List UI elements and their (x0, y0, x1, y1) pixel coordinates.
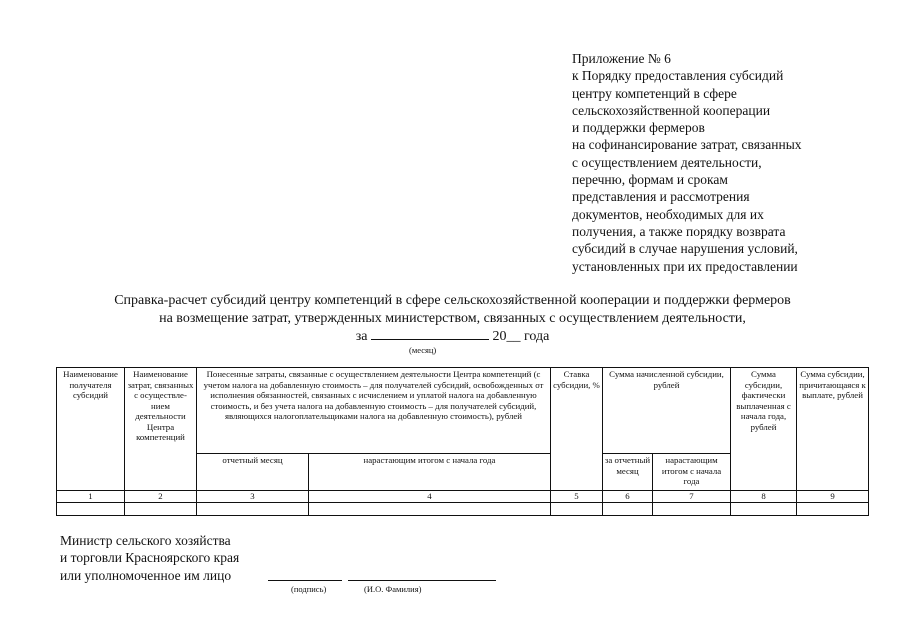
appendix-line: установленных при их предоставлении (572, 258, 798, 274)
table-cell (197, 502, 309, 515)
appendix-line: Приложение № 6 (572, 51, 671, 66)
signature-caption: (подпись) (291, 584, 327, 594)
table-cell (551, 502, 603, 515)
period-prefix: за (355, 329, 368, 344)
name-caption: (И.О. Фамилия) (364, 584, 422, 594)
signature-line (268, 580, 342, 581)
header-cost-name: Наименование затрат, связанных с осуществле-нием деятельности Центра компетенций (125, 368, 197, 491)
month-blank (371, 327, 489, 340)
appendix-line: к Порядку предоставления субсидий (572, 68, 784, 84)
column-number: 2 (125, 491, 197, 503)
appendix-block (572, 50, 892, 275)
signer-line: или уполномоченное им лицо (60, 567, 232, 583)
table-cell (797, 502, 869, 515)
table-cell (125, 502, 197, 515)
column-number: 7 (653, 491, 731, 503)
column-number: 3 (197, 491, 309, 503)
appendix-line: и поддержки фермеров (572, 120, 705, 136)
header-subsidy-rate: Ставка субсидии, % (551, 368, 603, 491)
header-costs-incurred: Понесенные затраты, связанные с осуществлением деятельности Центра компетенций (с учетом налога на добавленную стоимость – для получателей субсидий, освобожденных от исполнения обязанностей, связанных с исчислением и уплатой налога на добавленную стоимость, и без учета налога на добавленную стоимость – для получателей субсидий, являющихся налогоплательщиками налога на добавленную стоимость), рублей (197, 368, 551, 454)
column-number: 5 (551, 491, 603, 503)
period-line (0, 327, 905, 345)
column-number: 1 (57, 491, 125, 503)
column-number: 6 (603, 491, 653, 503)
table-cell (653, 502, 731, 515)
appendix-line: перечню, формам и срокам (572, 172, 728, 188)
appendix-line: с осуществлением деятельности, (572, 154, 762, 170)
column-number: 9 (797, 491, 869, 503)
appendix-line: документов, необходимых для их (572, 206, 764, 222)
appendix-line: на софинансирование затрат, связанных (572, 137, 802, 153)
name-line (348, 580, 496, 581)
header-reporting-month: отчетный месяц (197, 454, 309, 491)
header-cumulative: нарастающим итогом с начала года (309, 454, 551, 491)
column-number-row (57, 491, 869, 503)
table-cell (603, 502, 653, 515)
header-paid-subsidy: Сумма субсидии, фактически выплаченная с начала года, рублей (731, 368, 797, 491)
signer-line: Министр сельского хозяйства (60, 533, 231, 548)
table-cell (309, 502, 551, 515)
header-recipient: Наименование получателя субсидий (57, 368, 125, 491)
column-number: 8 (731, 491, 797, 503)
month-caption: (месяц) (409, 345, 437, 355)
header-accrued-cumulative: нарастающим итогом с начала года (653, 454, 731, 491)
header-accrued-subsidy: Сумма начисленной субсидии, рублей (603, 368, 731, 454)
document-title-line-2: на возмещение затрат, утвержденных министерством, связанных с осуществлением деятельности, (159, 311, 746, 326)
header-due-subsidy: Сумма субсидии, причитающаяся к выплате, рублей (797, 368, 869, 491)
column-number: 4 (309, 491, 551, 503)
calculation-table (56, 367, 869, 516)
period-year: 20__ года (492, 329, 550, 344)
appendix-line: центру компетенций в сфере (572, 85, 737, 101)
appendix-line: представления и рассмотрения (572, 189, 750, 205)
appendix-line: получения, а также порядку возврата (572, 223, 786, 239)
table-row (57, 502, 869, 515)
document-title-line-1: Справка-расчет субсидий центру компетенций в сфере сельскохозяйственной кооперации и поддержки фермеров (114, 293, 791, 308)
signer-line: и торговли Красноярского края (60, 550, 240, 566)
table-cell (57, 502, 125, 515)
signer-block (60, 532, 239, 584)
header-accrued-month: за отчетный месяц (603, 454, 653, 491)
table-cell (731, 502, 797, 515)
appendix-line: субсидий в случае нарушения условий, (572, 241, 798, 257)
appendix-line: сельскохозяйственной кооперации (572, 102, 771, 118)
